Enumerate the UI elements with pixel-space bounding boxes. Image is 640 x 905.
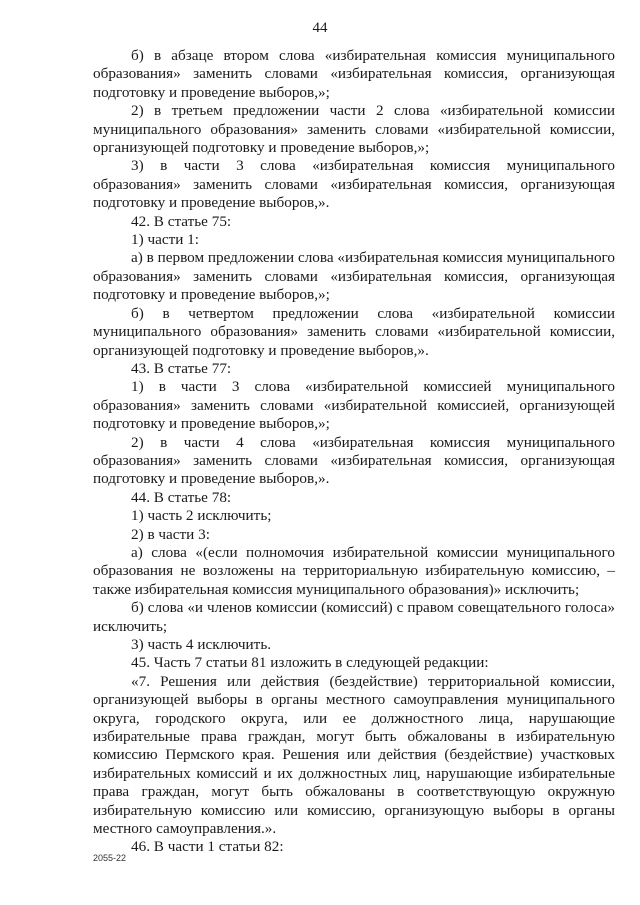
section-heading: 45. Часть 7 статьи 81 изложить в следующей редакции:: [131, 654, 489, 672]
paragraph: 1) в части 3 слова «избирательной комиссией муниципального образования» заменить словами «избирательной комиссией, организующей подготовку и проведение выборов,»;: [93, 378, 615, 433]
paragraph: 1) часть 2 исключить;: [131, 507, 272, 525]
paragraph: б) слова «и членов комиссии (комиссий) с правом совещательного голоса» исключить;: [93, 599, 615, 635]
page-number: 44: [312, 20, 328, 36]
footer-code: 2055-22: [93, 853, 127, 863]
section-heading: 44. В статье 78:: [131, 488, 232, 506]
paragraph: а) слова «(если полномочия избирательной комиссии муниципального образования не возложены на территориальную избирательную комиссию, – также избирательная комиссия муниципального образования)» исключить;: [93, 543, 615, 598]
section-heading: 46. В части 1 статьи 82:: [131, 838, 284, 856]
paragraph: «7. Решения или действия (бездействие) территориальной комиссии, организующей выборы в органы местного самоуправления муниципального округа, городского округа, или ее должностного лица, нарушающие избирательные права граждан, могут быть обжалованы в избирательную комиссию Пермского края. Решения или действия (бездействие) участковых избирательных комиссий и их должностных лиц, нарушающие избирательные права граждан, могут быть обжалованы в соответствующую окружную избирательную комиссию или комиссию, организующую выборы в органы местного самоуправления.».: [93, 672, 615, 838]
paragraph: б) в абзаце втором слова «избирательная комиссия муниципального образования» заменить словами «избирательная комиссия, организующая подготовку и проведение выборов,»;: [93, 47, 615, 101]
paragraph: 1) части 1:: [131, 231, 199, 249]
paragraph: 2) в части 4 слова «избирательная комиссия муниципального образования» заменить словами «избирательная комиссия, организующая подготовку и проведение выборов,».: [93, 433, 615, 488]
paragraph: 2) в части 3:: [131, 525, 210, 543]
paragraph: б) в четвертом предложении слова «избирательной комиссии муниципального образования» заменить словами «избирательной комиссии, организующей подготовку и проведение выборов,».: [93, 304, 615, 359]
paragraph: 2) в третьем предложении части 2 слова «избирательной комиссии муниципального образования» заменить словами «избирательной комиссии, организующей подготовку и проведение выборов,»;: [93, 102, 615, 157]
document-body: [93, 47, 615, 857]
paragraph: 3) часть 4 исключить.: [131, 636, 272, 653]
paragraph: а) в первом предложении слова «избирательная комиссия муниципального образования» заменить словами «избирательная комиссия, организующая подготовку и проведение выборов,»;: [93, 249, 615, 304]
paragraph: 3) в части 3 слова «избирательная комиссия муниципального образования» заменить словами «избирательная комиссия, организующая подготовку и проведение выборов,».: [93, 157, 615, 212]
section-heading: 42. В статье 75:: [131, 212, 232, 230]
section-heading: 43. В статье 77:: [131, 359, 232, 377]
